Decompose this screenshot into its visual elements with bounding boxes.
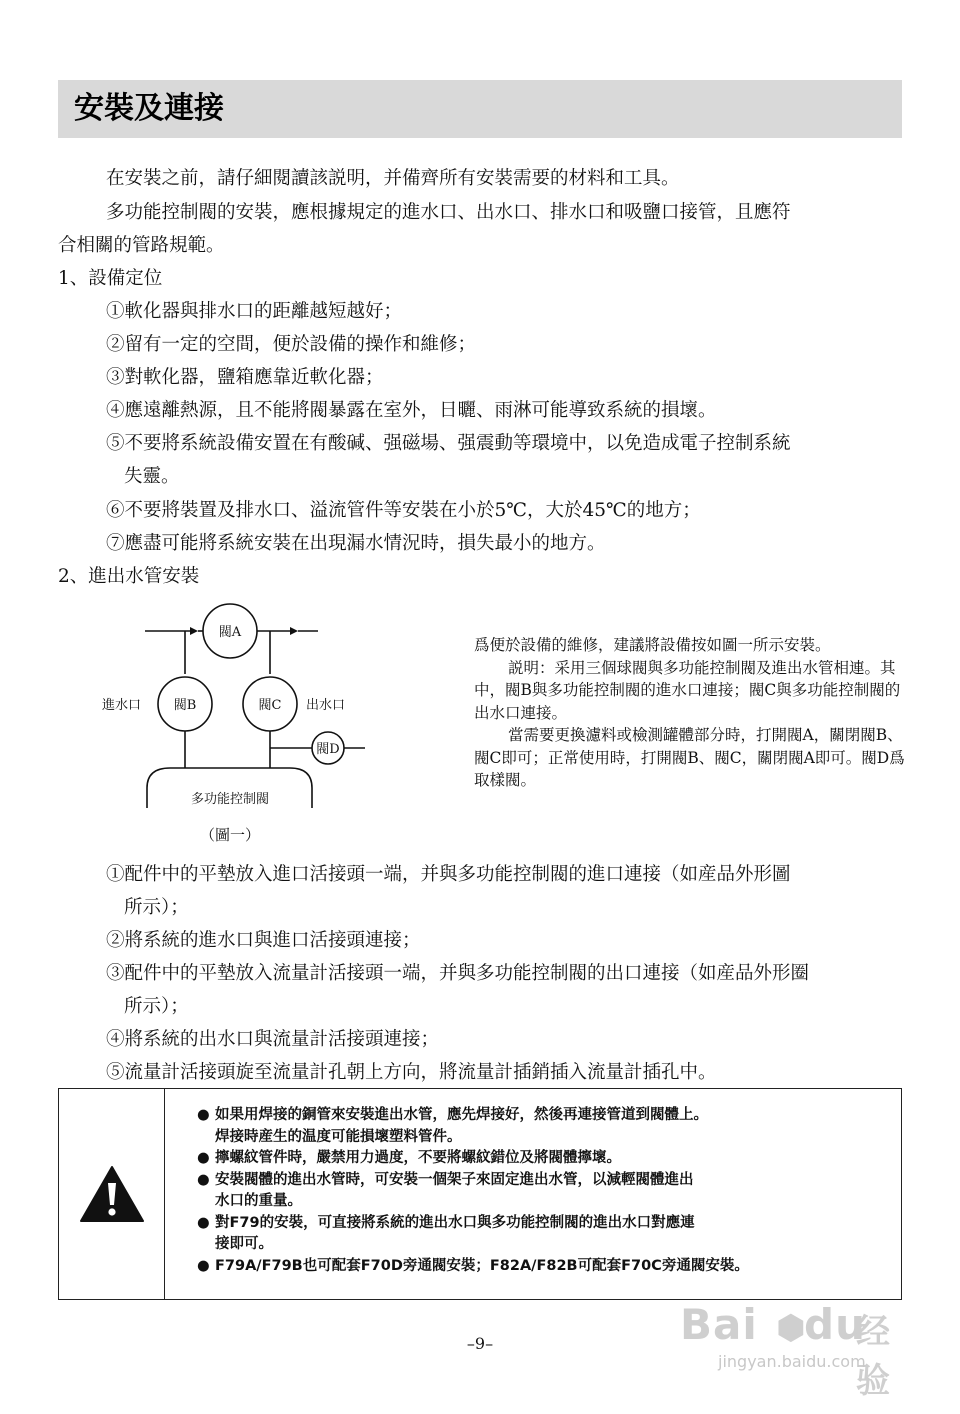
figure-caption: （圖一） xyxy=(199,826,261,844)
list-item: ④將系統的出水口與流量計活接頭連接； xyxy=(106,1029,440,1050)
diagram-note-2: 説明：采用三個球閥與多功能控制閥及進出水管相連。其中，閥B與多功能控制閥的進水口連接；閥C與多功能控制閥的出水口連接。 xyxy=(474,658,901,722)
warning-icon-cell xyxy=(59,1089,165,1299)
warning-box xyxy=(58,1088,902,1300)
bullet-icon: ● xyxy=(197,1257,210,1274)
list-item: ②留有一定的空間，便於設備的操作和維修； xyxy=(106,334,477,355)
inlet-label: 進水口 xyxy=(102,698,142,713)
valve-b-label: 閥B xyxy=(173,698,197,713)
list-item-cont: 所示）； xyxy=(124,897,189,918)
watermark-url: jingyan.baidu.com xyxy=(718,1352,866,1371)
arrow-right-icon xyxy=(190,627,198,635)
valve-a-label: 閥A xyxy=(218,625,242,640)
warning-item: ● 對F79的安裝，可直接將系統的進出水口與多功能控制閥的進出水口對應連 接即可。 xyxy=(197,1214,695,1252)
list-item-cont: 失靈。 xyxy=(124,466,180,487)
list-item: ①配件中的平墊放入進口活接頭一端，并與多功能控制閥的進口連接（如産品外形圖 xyxy=(106,864,791,885)
control-valve-label: 多功能控制閥 xyxy=(190,792,270,807)
list-item-cont: 所示）； xyxy=(124,996,189,1017)
diagram-notes xyxy=(474,634,906,792)
bullet-icon: ● xyxy=(197,1214,210,1231)
valve-diagram-svg xyxy=(90,596,390,856)
arrow-right-icon xyxy=(290,627,298,635)
valve-c-label: 閥C xyxy=(258,698,282,713)
diagram-note-1: 爲便於設備的維修，建議將設備按如圖一所示安裝。 xyxy=(474,636,831,654)
outlet-label: 出水口 xyxy=(306,698,346,713)
list-item: ④應遠離熱源，且不能將閥暴露在室外，日曬、雨淋可能導致系統的損壞。 xyxy=(106,400,717,421)
watermark-brand: Bai xyxy=(680,1300,758,1349)
paw-icon: ⬢ xyxy=(776,1308,806,1348)
baidu-watermark xyxy=(680,1300,920,1401)
page-number: –9– xyxy=(466,1334,494,1353)
page-title: 安裝及連接 xyxy=(74,91,224,126)
intro-paragraph-2: 多功能控制閥的安裝，應根據規定的進水口、出水口、排水口和吸鹽口接管，且應符 xyxy=(106,202,791,223)
section1-heading: 1、設備定位 xyxy=(58,268,163,289)
bullet-icon: ● xyxy=(197,1150,210,1166)
bullet-icon: ● xyxy=(197,1107,210,1123)
list-item: ⑦應盡可能將系統安裝在出現漏水情況時，損失最小的地方。 xyxy=(106,533,606,554)
warning-item: ● 安裝閥體的進出水管時，可安裝一個架子來固定進出水管，以減輕閥體進出 水口的重量。 xyxy=(197,1171,694,1209)
section2-heading: 2、進出水管安裝 xyxy=(58,566,200,587)
watermark-brand2: du xyxy=(804,1300,866,1349)
warning-triangle-icon xyxy=(79,1165,145,1223)
warning-item: ● F79A/F79B也可配套F70D旁通閥安裝；F82A/F82B可配套F70C旁通閥安裝。 xyxy=(197,1256,887,1278)
warning-item: ● 如果用焊接的銅管來安裝進出水管，應先焊接好，然後再連接管道到閥體上。 焊接時産生的温度可能損壞塑料管件。 xyxy=(197,1107,708,1145)
intro-paragraph-2-cont: 合相關的管路規範。 xyxy=(58,235,225,256)
list-item: ⑥不要將裝置及排水口、溢流管件等安裝在小於5℃，大於45℃的地方； xyxy=(106,500,701,521)
list-item: ①軟化器與排水口的距離越短越好； xyxy=(106,301,403,322)
list-item: ③對軟化器，鹽箱應靠近軟化器； xyxy=(106,367,384,388)
list-item: ⑤不要將系統設備安置在有酸碱、强磁場、强震動等環境中，以免造成電子控制系統 xyxy=(106,433,791,454)
bullet-icon: ● xyxy=(197,1171,210,1188)
valve-d-label: 閥D xyxy=(316,742,340,757)
valve-diagram xyxy=(90,596,390,856)
diagram-note-3: 當需要更換濾料或檢測罐體部分時，打開閥A，關閉閥B、閥C即可；正常使用時，打開閥B、閥C，關閉閥A即可。閥D爲取樣閥。 xyxy=(474,726,905,789)
list-item: ③配件中的平墊放入流量計活接頭一端，并與多功能控制閥的出口連接（如産品外形圈 xyxy=(106,963,810,984)
watermark-suffix: 经验 xyxy=(856,1312,890,1401)
warning-list xyxy=(197,1105,887,1277)
warning-item: ● 擰螺紋管件時，嚴禁用力過度，不要將螺紋錯位及將閥體擰壞。 xyxy=(197,1148,887,1170)
intro-paragraph-1: 在安裝之前，請仔細閱讀該説明，并備齊所有安裝需要的材料和工具。 xyxy=(106,168,680,189)
list-item: ②將系統的進水口與進口活接頭連接； xyxy=(106,930,421,951)
list-item: ⑤流量計活接頭旋至流量計孔朝上方向，將流量計插銷插入流量計插孔中。 xyxy=(106,1062,717,1083)
title-bar xyxy=(58,80,902,138)
